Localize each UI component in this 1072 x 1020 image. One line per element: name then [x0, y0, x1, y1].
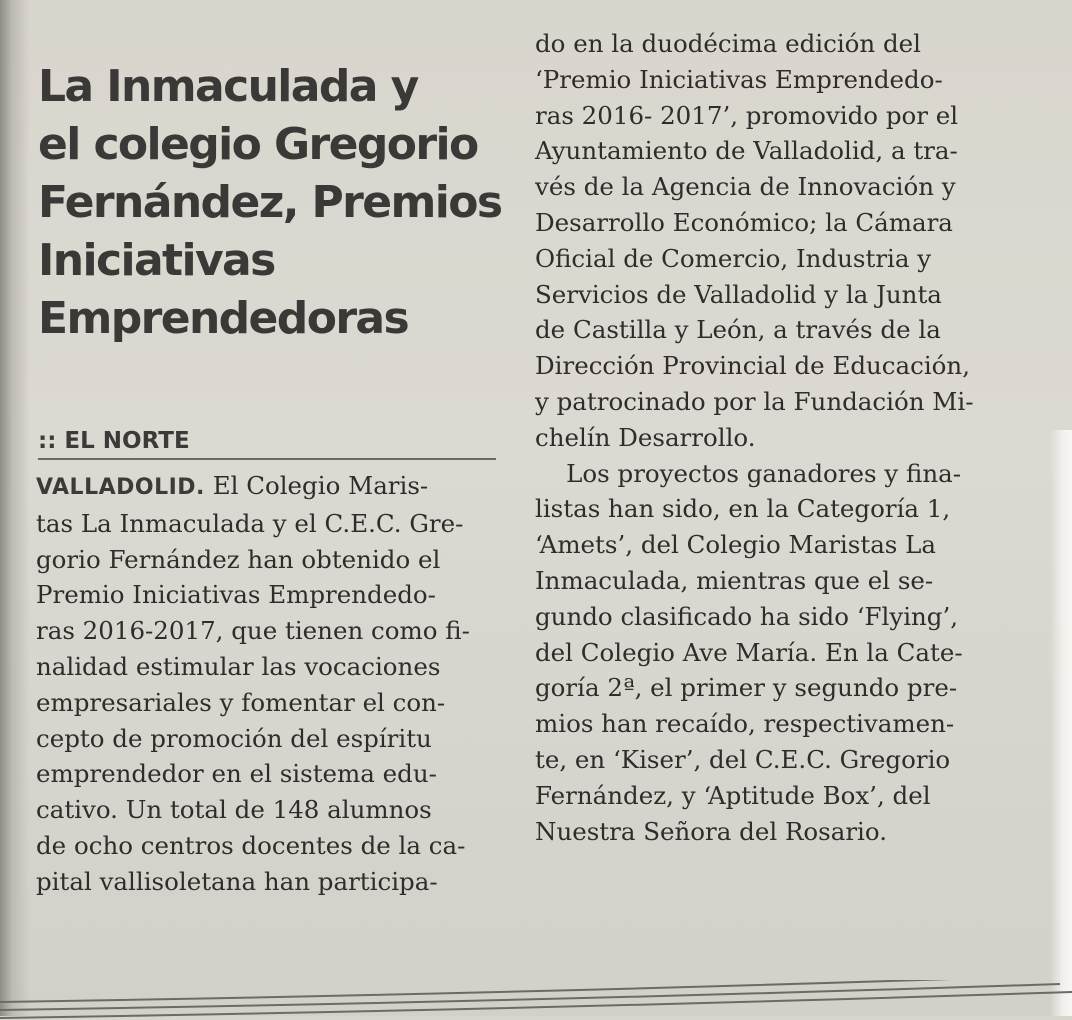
body-line: Nuestra Señora del Rosario. — [535, 816, 887, 846]
article-body-right-column — [535, 26, 1005, 849]
headline-line: el colegio Gregorio — [38, 119, 478, 170]
body-line: Oficial de Comercio, Industria y — [535, 243, 932, 273]
body-line: Los proyectos ganadores y fina- — [535, 458, 962, 488]
headline-line: Iniciativas — [38, 235, 275, 286]
body-line: mios han recaído, respectivamen- — [535, 709, 955, 739]
body-line: Servicios de Valladolid y la Junta — [535, 279, 942, 309]
body-line: chelín Desarrollo. — [535, 422, 756, 452]
body-line: ras 2016-2017, que tienen como fi- — [36, 616, 470, 646]
body-line — [36, 468, 514, 506]
body-line: tas La Inmaculada y el C.E.C. Gre- — [36, 508, 464, 538]
headline-line: Fernández, Premios — [38, 177, 502, 228]
body-line: do en la duodécima edición del — [535, 29, 922, 58]
bottom-rule-lines — [0, 980, 1072, 1020]
body-line: Premio Iniciativas Emprendedo- — [36, 580, 436, 610]
body-line: del Colegio Ave María. En la Cate- — [535, 637, 963, 667]
body-line: Ayuntamiento de Valladolid, a tra- — [535, 136, 958, 166]
body-text: El Colegio Maris- — [204, 471, 429, 500]
body-line: goría 2ª, el primer y segundo pre- — [535, 673, 958, 703]
headline-line: Emprendedoras — [38, 293, 409, 344]
body-line: vés de la Agencia de Innovación y — [535, 172, 956, 202]
body-line: gorio Fernández han obtenido el — [36, 544, 441, 574]
body-line: y patrocinado por la Fundación Mi- — [535, 386, 974, 416]
body-line: ras 2016- 2017’, promovido por el — [535, 100, 959, 130]
article-body-left-column — [36, 468, 514, 900]
page-edge-shadow — [0, 0, 30, 1016]
dateline-city: VALLADOLID. — [36, 475, 205, 500]
body-line: empresariales y fomentar el con- — [36, 687, 446, 717]
body-line: ‘Premio Iniciativas Emprendedo- — [535, 64, 943, 94]
page-edge-highlight — [1050, 430, 1072, 1016]
body-line: nalidad estimular las vocaciones — [36, 651, 441, 681]
body-line: gundo clasificado ha sido ‘Flying’, — [535, 601, 959, 631]
body-line: emprendedor en el sistema edu- — [36, 759, 437, 789]
body-line: pital vallisoletana han participa- — [36, 866, 438, 896]
headline-line: La Inmaculada y — [38, 61, 418, 112]
body-line: ‘Amets’, del Colegio Maristas La — [535, 530, 937, 560]
body-line: te, en ‘Kiser’, del C.E.C. Gregorio — [535, 744, 951, 774]
body-line: Desarrollo Económico; la Cámara — [535, 207, 953, 237]
body-line: Fernández, y ‘Aptitude Box’, del — [535, 780, 931, 810]
body-line: de ocho centros docentes de la ca- — [36, 830, 466, 860]
body-line: de Castilla y León, a través de la — [535, 315, 941, 345]
body-line: listas han sido, en la Categoría 1, — [535, 494, 951, 524]
body-line: cativo. Un total de 148 alumnos — [36, 795, 432, 825]
byline: :: EL NORTE — [38, 426, 496, 460]
article-headline — [38, 58, 508, 348]
rule-line — [0, 992, 1072, 1018]
body-line: Dirección Provincial de Educación, — [535, 351, 970, 381]
body-line: cepto de promoción del espíritu — [36, 723, 432, 753]
body-line: Inmaculada, mientras que el se- — [535, 565, 934, 595]
